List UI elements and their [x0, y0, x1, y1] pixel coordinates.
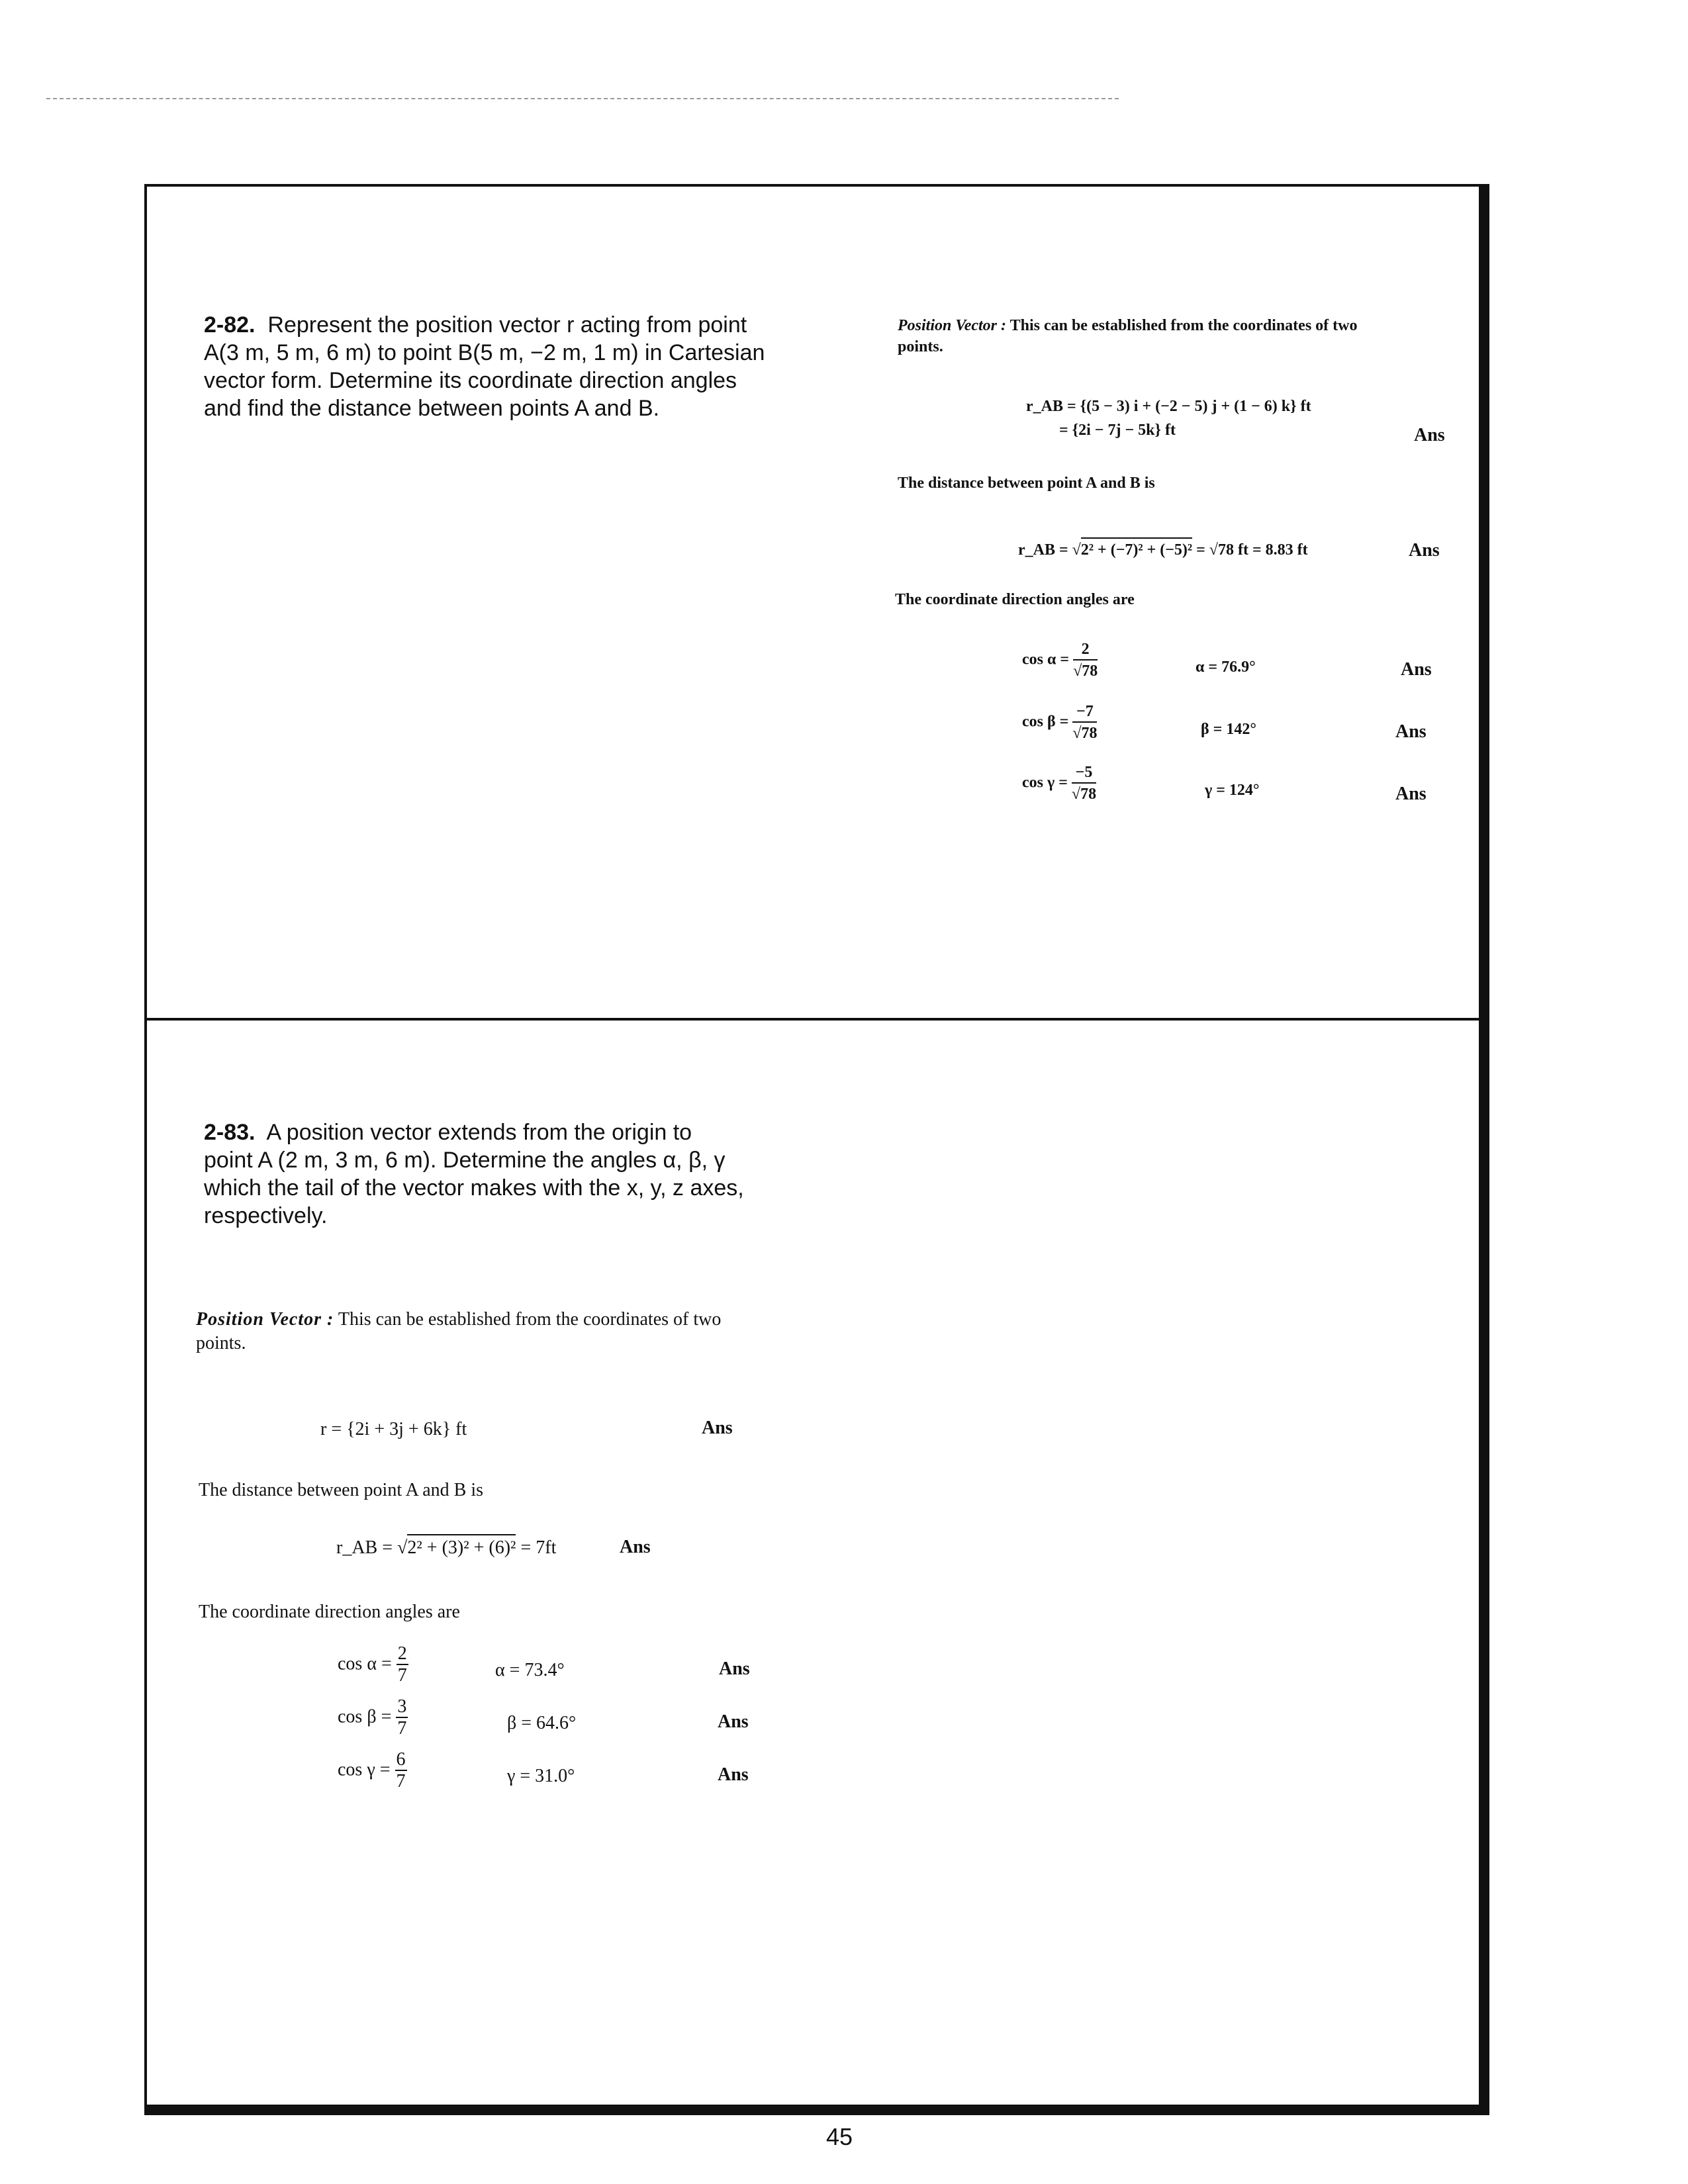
- solution-text: points.: [898, 338, 943, 355]
- ans-label: Ans: [702, 1418, 733, 1438]
- numerator: 6: [396, 1749, 406, 1770]
- gamma-value: γ = 124°: [1205, 782, 1260, 799]
- cos-alpha-label: cos α =: [338, 1653, 392, 1674]
- problem-number: 2-82.: [204, 312, 256, 338]
- denominator: √78: [1072, 725, 1098, 742]
- angles-intro: The coordinate direction angles are: [895, 591, 1135, 608]
- problem-line: respectively.: [204, 1203, 328, 1228]
- ans-label: Ans: [718, 1711, 749, 1732]
- numerator: −5: [1072, 762, 1096, 784]
- alpha-value: α = 73.4°: [495, 1660, 565, 1680]
- ans-label: Ans: [1395, 721, 1427, 742]
- solution-2-82-intro: [898, 315, 1467, 357]
- ans-label: Ans: [620, 1537, 651, 1557]
- distance-equation: [1018, 537, 1308, 561]
- distance-lhs: r_AB =: [1018, 541, 1068, 559]
- fraction: [1073, 639, 1098, 682]
- distance-equation: [336, 1534, 556, 1560]
- alpha-value: α = 76.9°: [1196, 659, 1256, 676]
- beta-value: β = 142°: [1201, 721, 1256, 738]
- distance-result: = 7ft: [520, 1537, 557, 1558]
- solution-heading: Position Vector :: [196, 1309, 334, 1330]
- r-equation: r = {2i + 3j + 6k} ft: [320, 1419, 467, 1439]
- fraction: [396, 1697, 408, 1739]
- gamma-value: γ = 31.0°: [507, 1766, 575, 1786]
- cos-beta-row: [338, 1697, 408, 1739]
- ans-label: Ans: [1395, 784, 1427, 804]
- cos-beta-label: cos β =: [338, 1706, 392, 1727]
- denominator: √78: [1073, 662, 1098, 680]
- fraction: [1072, 762, 1096, 805]
- sqrt-icon: √: [397, 1537, 408, 1558]
- numerator: 3: [397, 1696, 407, 1717]
- numerator: −7: [1072, 702, 1097, 723]
- section-divider: [147, 1018, 1479, 1021]
- cos-gamma-label: cos γ =: [338, 1759, 391, 1780]
- problem-2-82-statement: [204, 311, 773, 422]
- cos-alpha-row: [1022, 639, 1098, 682]
- cos-alpha-row: [338, 1644, 408, 1686]
- beta-value: β = 64.6°: [507, 1713, 577, 1733]
- problem-line: point A (2 m, 3 m, 6 m). Determine the angles α, β, γ: [204, 1148, 726, 1173]
- cos-beta-label: cos β =: [1022, 713, 1069, 731]
- problem-line: A position vector extends from the origin to: [266, 1120, 692, 1145]
- sqrt-icon: √: [1072, 541, 1081, 559]
- problem-line: which the tail of the vector makes with the x, y, z axes,: [204, 1175, 744, 1201]
- problem-line: vector form. Determine its coordinate direction angles: [204, 368, 737, 393]
- top-rule: [46, 98, 1119, 99]
- solution-2-83-intro: [196, 1308, 805, 1355]
- distance-radicand: 2² + (−7)² + (−5)²: [1081, 537, 1192, 561]
- rab-equation-line2: = {2i − 7j − 5k} ft: [1059, 422, 1176, 439]
- problem-number: 2-83.: [204, 1120, 256, 1145]
- rab-equation-line1: r_AB = {(5 − 3) i + (−2 − 5) j + (1 − 6) k} ft: [1026, 398, 1311, 415]
- angles-intro: The coordinate direction angles are: [199, 1602, 460, 1622]
- denominator: √78: [1071, 786, 1097, 803]
- numerator: 2: [397, 1643, 407, 1664]
- solution-text: This can be established from the coordinates of two: [1009, 317, 1358, 334]
- denominator: 7: [396, 1771, 406, 1792]
- distance-intro: The distance between point A and B is: [898, 475, 1155, 492]
- ans-label: Ans: [1409, 540, 1440, 561]
- cos-gamma-row: [1022, 762, 1096, 805]
- ans-label: Ans: [1414, 425, 1445, 445]
- denominator: 7: [397, 1665, 407, 1686]
- fraction: [395, 1750, 407, 1792]
- fraction: [1072, 702, 1097, 744]
- problem-line: and find the distance between points A and B.: [204, 396, 660, 421]
- fraction: [397, 1644, 408, 1686]
- distance-lhs: r_AB =: [336, 1537, 393, 1558]
- denominator: 7: [397, 1718, 407, 1739]
- cos-beta-row: [1022, 702, 1097, 744]
- problem-line: A(3 m, 5 m, 6 m) to point B(5 m, −2 m, 1 m) in Cartesian: [204, 340, 765, 365]
- problem-2-83-statement: [204, 1118, 773, 1230]
- distance-result: = √78 ft = 8.83 ft: [1196, 541, 1308, 559]
- ans-label: Ans: [1401, 659, 1432, 680]
- distance-radicand: 2² + (3)² + (6)²: [407, 1534, 516, 1560]
- distance-intro: The distance between point A and B is: [199, 1480, 484, 1500]
- numerator: 2: [1073, 639, 1098, 660]
- cos-gamma-label: cos γ =: [1022, 774, 1068, 792]
- cos-gamma-row: [338, 1750, 407, 1792]
- problem-line: Represent the position vector r acting from point: [267, 312, 747, 338]
- solution-text: This can be established from the coordinates of two: [338, 1309, 722, 1330]
- solution-heading: Position Vector :: [898, 317, 1007, 334]
- solution-text: points.: [196, 1333, 246, 1353]
- page-number: 45: [826, 2123, 853, 2150]
- ans-label: Ans: [718, 1764, 749, 1785]
- cos-alpha-label: cos α =: [1022, 651, 1070, 668]
- ans-label: Ans: [719, 1659, 750, 1679]
